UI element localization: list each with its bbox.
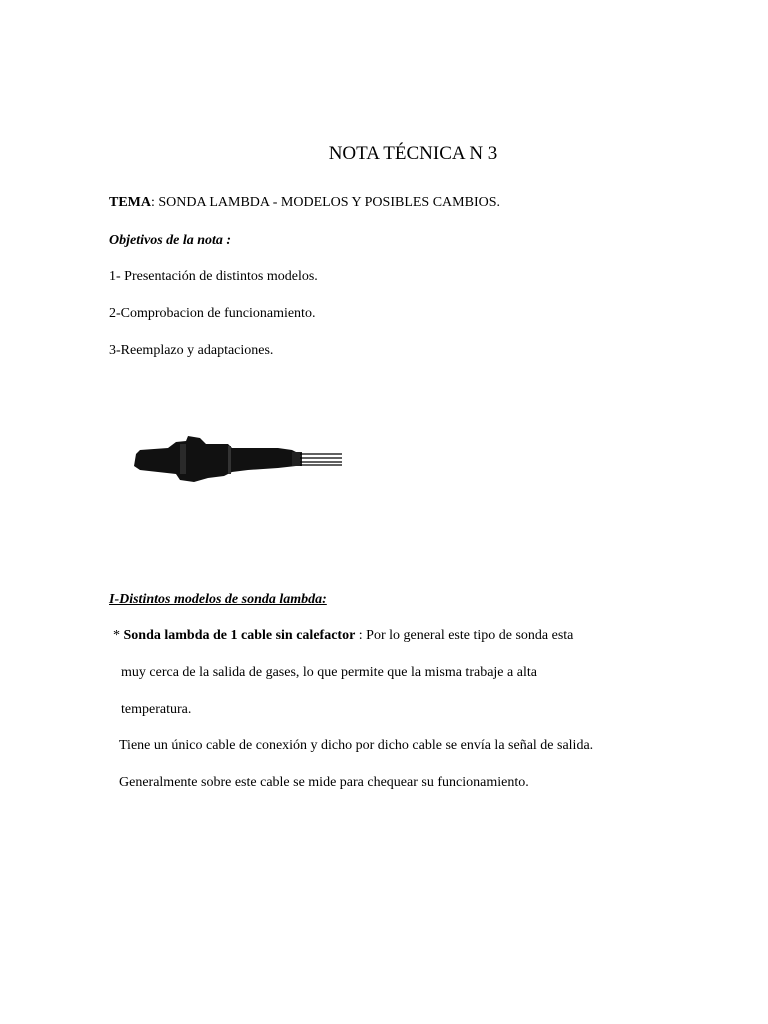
objectives-heading: Objetivos de la nota : [109, 233, 232, 248]
objective-item-3: 3-Reemplazo y adaptaciones. [109, 343, 274, 358]
tema-label: TEMA [109, 195, 151, 210]
section1-item-line-4: Tiene un único cable de conexión y dicho por dicho cable se envía la señal de salida. [119, 738, 594, 753]
bullet-marker: * [113, 628, 120, 643]
section1-item-line-3: temperatura. [121, 702, 192, 717]
lambda-probe-image [128, 432, 348, 488]
objective-item-1: 1- Presentación de distintos modelos. [109, 269, 318, 284]
item-title: Sonda lambda de 1 cable sin calefactor [123, 628, 356, 643]
objective-item-2: 2-Comprobacion de funcionamiento. [109, 306, 316, 321]
tema-line [109, 195, 500, 211]
section1-item-line-5: Generalmente sobre este cable se mide para chequear su funcionamiento. [119, 775, 529, 790]
section1-item-line-2: muy cerca de la salida de gases, lo que permite que la misma trabaje a alta [121, 665, 537, 680]
section1-item-line-1 [113, 628, 573, 644]
document-title: NOTA TÉCNICA N 3 [328, 143, 498, 164]
tema-text: : SONDA LAMBDA - MODELOS Y POSIBLES CAMBIOS. [151, 195, 501, 210]
item-text-1: : Por lo general este tipo de sonda esta [355, 628, 574, 643]
section1-heading: I-Distintos modelos de sonda lambda: [109, 592, 327, 607]
